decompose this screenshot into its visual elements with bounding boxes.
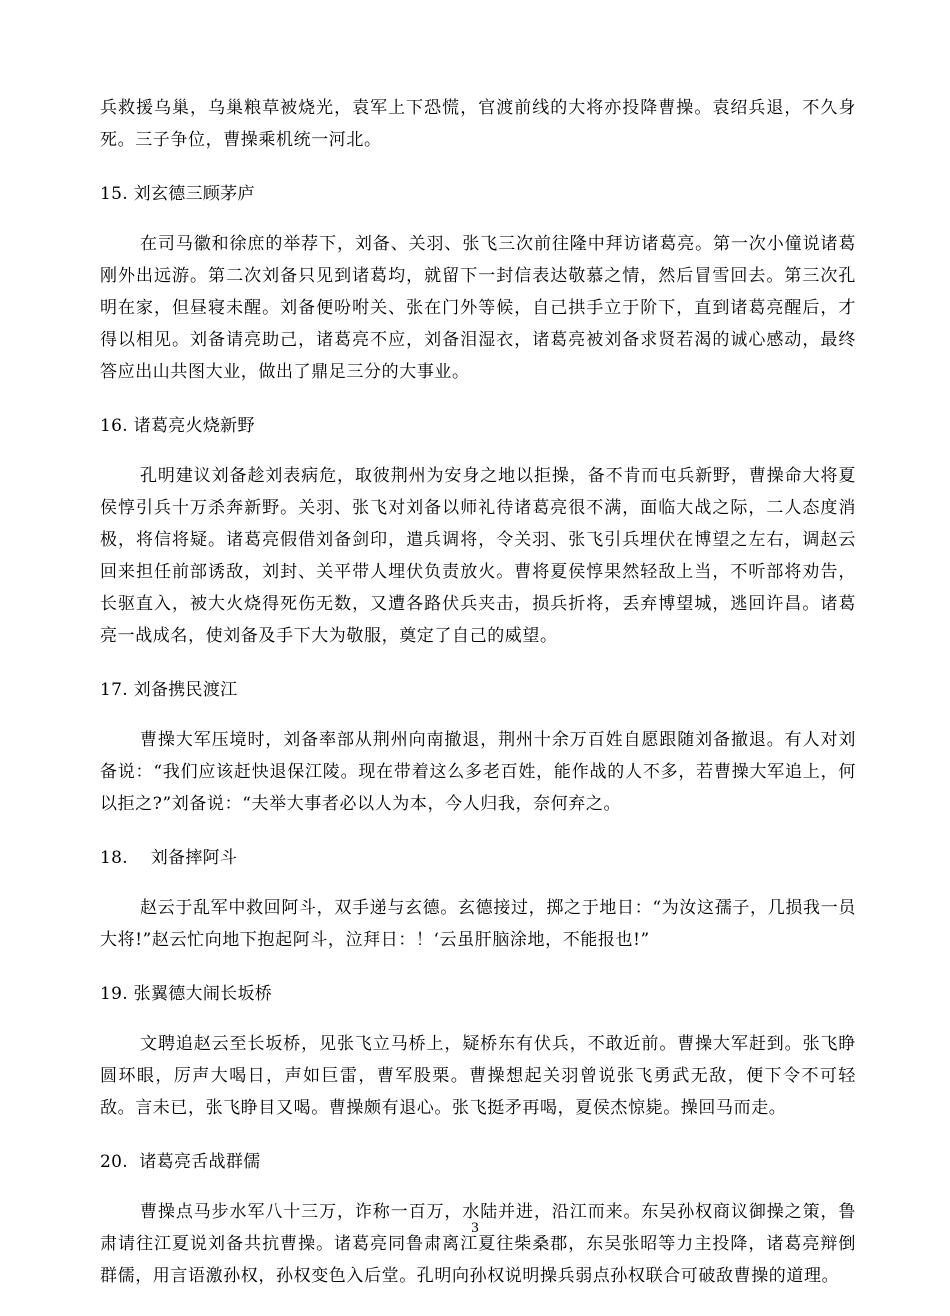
section-heading-16: 16. 诸葛亮火烧新野 (100, 416, 255, 436)
section-heading-15: 15. 刘玄德三顾茅庐 (100, 184, 255, 204)
paragraph-17: 曹操大军压境时，刘备率部从荆州向南撤退，荆州十余万百姓自愿跟随刘备撤退。有人对刘备说：“我们应该赶快退保江陵。现在带着这么多老百姓，能作战的人不多，若曹操大军追上，何以拒之?”刘备说：“夫举大事者必以人为本，今人归我，奈何弃之。 (100, 730, 856, 814)
paragraph-18: 赵云于乱军中救回阿斗，双手递与玄德。玄德接过，掷之于地日：“为汝这孺子，几损我一员大将!”赵云忙向地下抱起阿斗，泣拜日：！‘云虽肝脑涂地，不能报也!” (100, 898, 856, 950)
paragraph-20: 曹操点马步水军八十三万，诈称一百万，水陆并进，沿江而来。东吴孙权商议御操之策，鲁肃请往江夏说刘备共抗曹操。诸葛亮同鲁肃离江夏往柴桑郡，东吴张昭等力主投降，诸葛亮辩倒群儒，用言语激孙权，孙权变色入后堂。孔明向孙权说明操兵弱点孙权联合可破敌曹操的道理。 (100, 1202, 856, 1286)
paragraph-continued: 兵救援乌巢，乌巢粮草被烧光，袁军上下恐慌，官渡前线的大将亦投降曹操。袁绍兵退，不久身死。三子争位，曹操乘机统一河北。 (100, 98, 856, 150)
paragraph-15: 在司马徽和徐庶的举荐下，刘备、关羽、张飞三次前往隆中拜访诸葛亮。第一次小僮说诸葛刚外出远游。第二次刘备只见到诸葛均，就留下一封信表达敬慕之情，然后冒雪回去。第三次孔明在家，但昼寝未醒。刘备便吩咐关、张在门外等候，自己拱手立于阶下，直到诸葛亮醒后，才得以相见。刘备请亮助己，诸葛亮不应，刘备泪湿衣，诸葛亮被刘备求贤若渴的诚心感动，最终答应出山共图大业，做出了鼎足三分的大事业。 (100, 234, 856, 382)
section-heading-17: 17. 刘备携民渡江 (100, 680, 238, 700)
section-heading-18: 18. 刘备摔阿斗 (100, 848, 238, 868)
paragraph-16: 孔明建议刘备趁刘表病危，取彼荆州为安身之地以拒操，备不肯而屯兵新野，曹操命大将夏侯惇引兵十万杀奔新野。关羽、张飞对刘备以师礼待诸葛亮很不满，面临大战之际，二人态度消极，将信将疑。诸葛亮假借刘备剑印，遣兵调将，令关羽、张飞引兵埋伏在博望之左右，调赵云回来担任前部诱敌，刘封、关平带人埋伏负责放火。曹将夏侯惇果然轻敌上当，不听部将劝告，长驱直入，被大火烧得死伤无数，又遭各路伏兵夹击，损兵折将，丢弃博望城，逃回许昌。诸葛亮一战成名，使刘备及手下大为敬服，奠定了自己的威望。 (100, 466, 856, 646)
section-heading-19: 19. 张翼德大闹长坂桥 (100, 984, 273, 1004)
section-heading-20: 20. 诸葛亮舌战群儒 (100, 1152, 261, 1172)
paragraph-19: 文聘追赵云至长坂桥，见张飞立马桥上，疑桥东有伏兵，不敢近前。曹操大军赶到。张飞睁圆环眼，厉声大喝日，声如巨雷，曹军股栗。曹操想起关羽曾说张飞勇武无敌，便下令不可轻敌。言未已，张飞睁目又喝。曹操颇有退心。张飞挺矛再喝，夏侯杰惊毙。操回马而走。 (100, 1034, 856, 1118)
page-body (100, 92, 856, 1292)
page-number: 3 (471, 1220, 479, 1236)
